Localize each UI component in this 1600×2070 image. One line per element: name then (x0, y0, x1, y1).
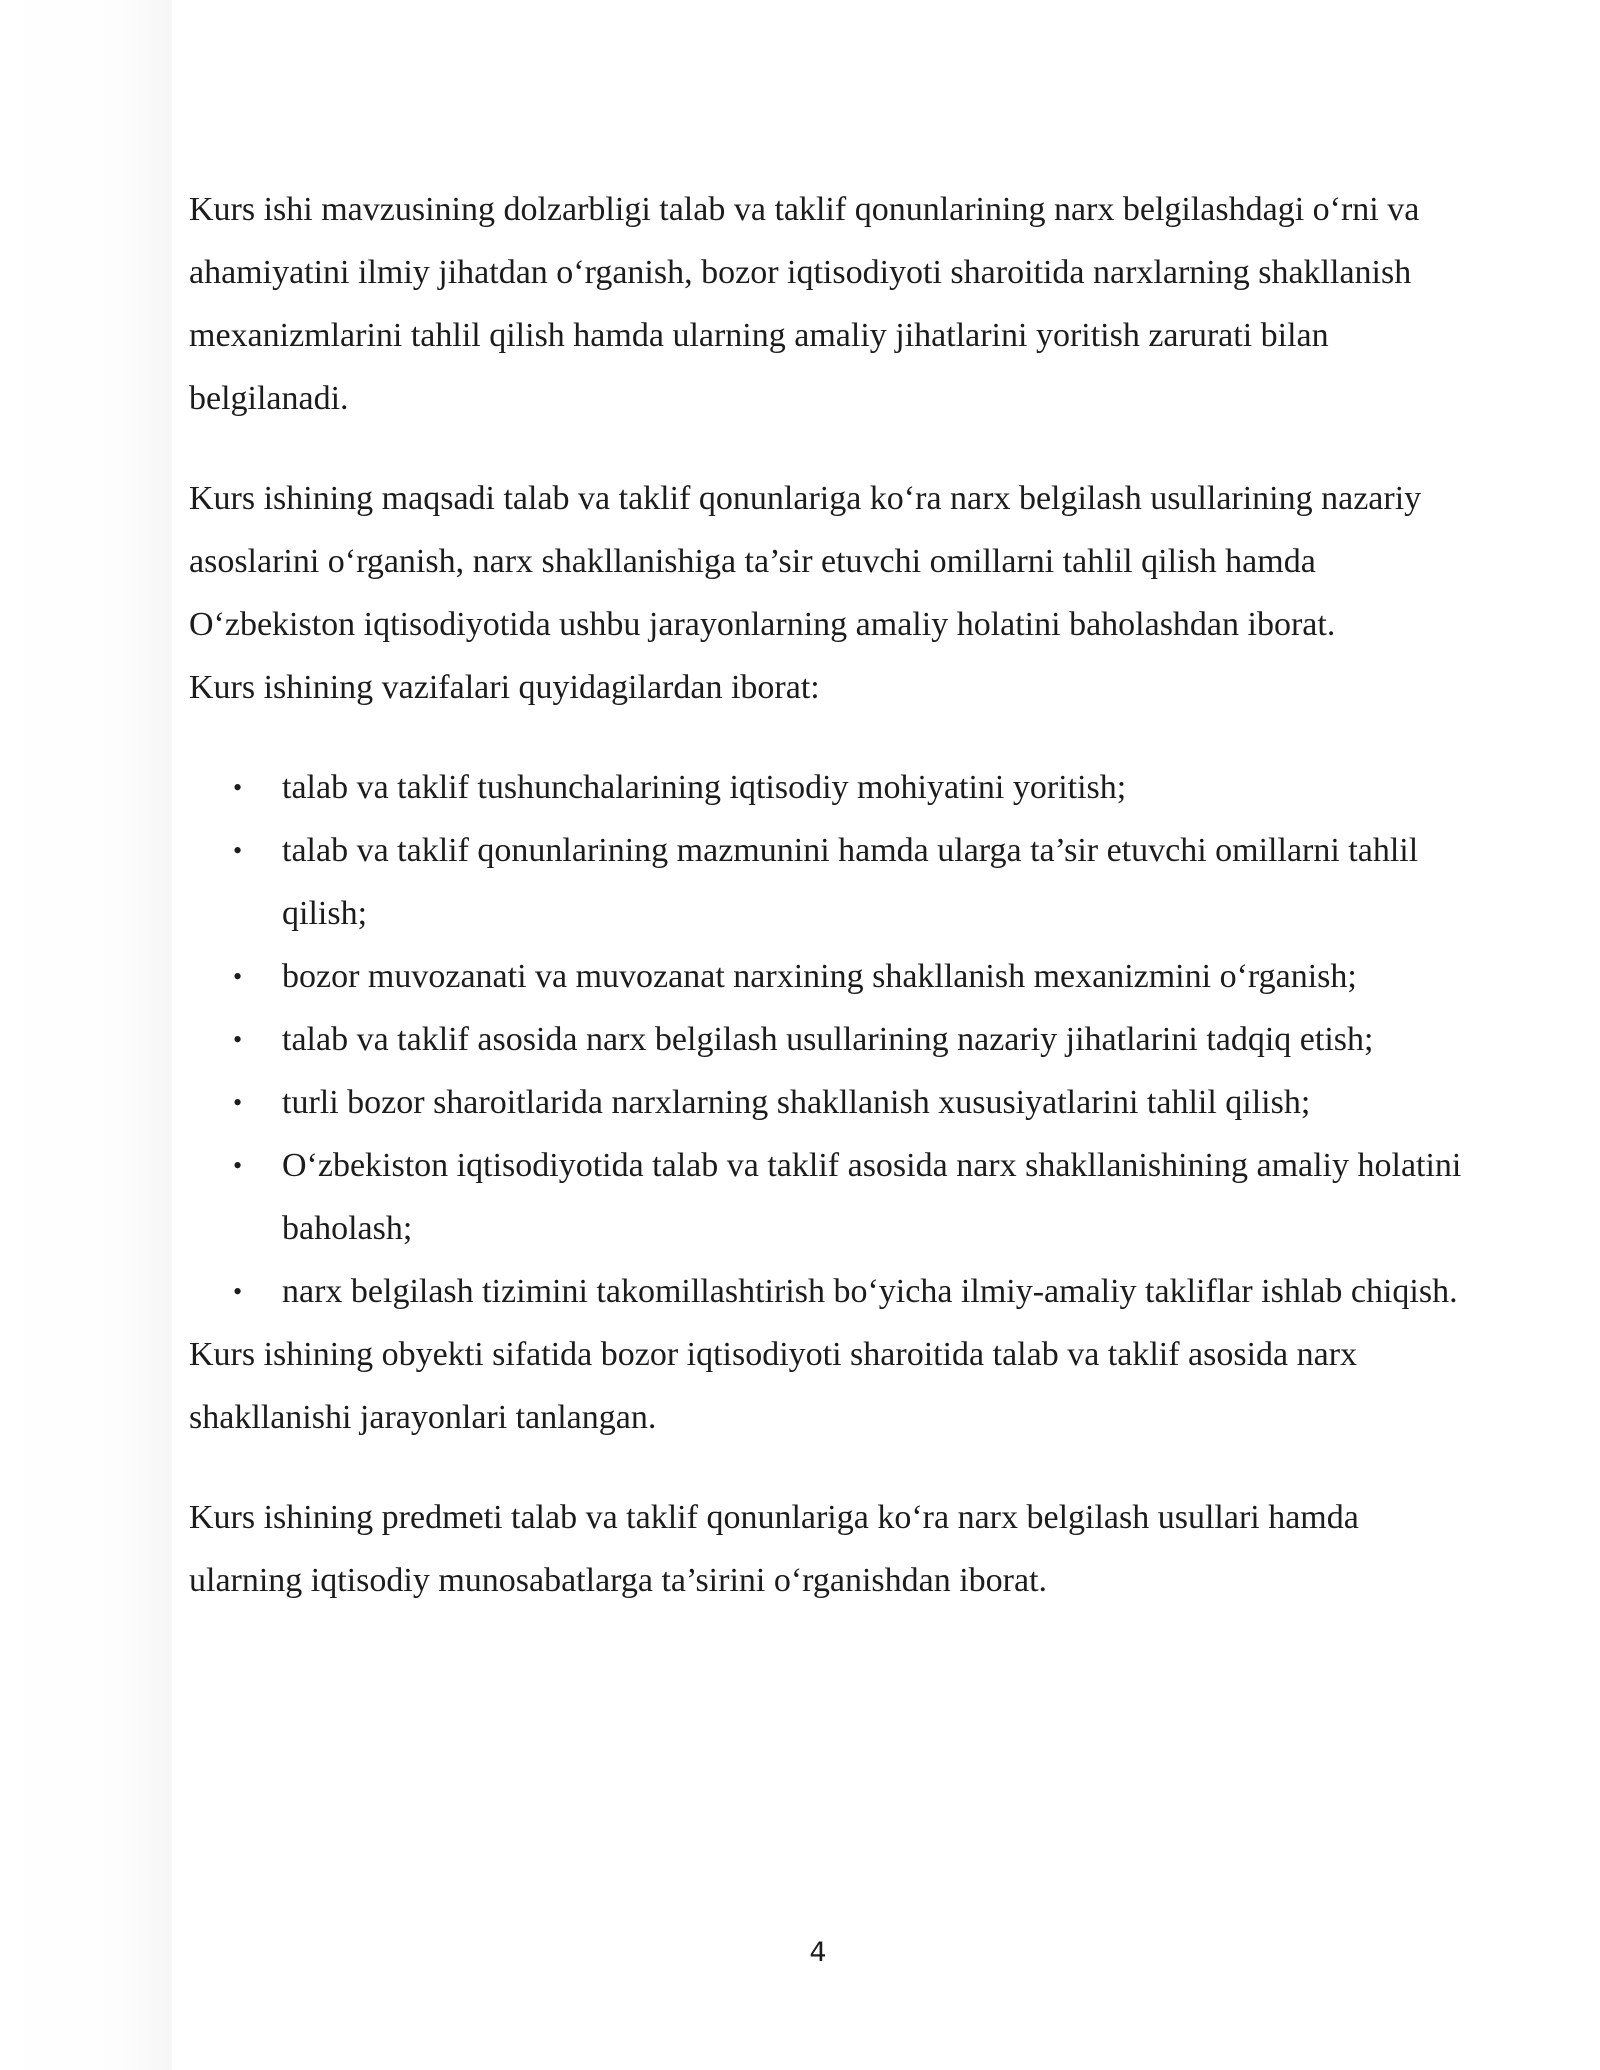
list-item (189, 819, 1479, 945)
list-item (189, 945, 1479, 1008)
task-text: bozor muvozanati va muvozanat narxining shakllanish mexanizmini o‘rganish; (282, 958, 1357, 995)
goal-paragraph: Kurs ishining maqsadi talab va taklif qonunlariga ko‘ra narx belgilash usullarining nazariy asoslarini o‘rganish, narx shakllanishiga ta’sir etuvchi omillarni tahlil qilish hamda O‘zbekiston iqtisodiyotida ushbu jarayonlarning amaliy holatini baholashdan iborat. (189, 480, 1422, 643)
page-number: 4 (809, 1937, 827, 1968)
page-body (189, 178, 1479, 1612)
bullet-icon: • (233, 836, 243, 865)
list-item (189, 1071, 1479, 1134)
list-item (189, 1260, 1479, 1323)
list-item (189, 1134, 1479, 1260)
list-item (189, 1008, 1479, 1071)
relevance-paragraph: Kurs ishi mavzusining dolzarbligi talab va taklif qonunlarining narx belgilashdagi o‘rni va ahamiyatini ilmiy jihatdan o‘rganish, bozor iqtisodiyoti sharoitida narxlarning shakllanish mexanizmlarini tahlil qilish hamda ularning amaliy jihatlarini yoritish zarurati bilan belgilanadi. (189, 191, 1420, 417)
bullet-icon: • (233, 962, 243, 991)
task-text: talab va taklif qonunlarining mazmunini hamda ularga ta’sir etuvchi omillarni tahlil qilish; (282, 832, 1419, 932)
task-text: O‘zbekiston iqtisodiyotida talab va taklif asosida narx shakllanishining amaliy holatini baholash; (282, 1147, 1462, 1247)
task-text: turli bozor sharoitlarida narxlarning shakllanish xususiyatlarini tahlil qilish; (282, 1084, 1311, 1121)
task-text: narx belgilash tizimini takomillashtirish bo‘yicha ilmiy-amaliy takliflar ishlab chiqish. (282, 1273, 1458, 1310)
object-paragraph: Kurs ishining obyekti sifatida bozor iqtisodiyoti sharoitida talab va taklif asosida narx shakllanishi jarayonlari tanlangan. (189, 1336, 1358, 1436)
list-item (189, 756, 1479, 819)
tasks-intro: Kurs ishining vazifalari quyidagilardan iborat: (189, 669, 820, 706)
task-text: talab va taklif asosida narx belgilash usullarining nazariy jihatlarini tadqiq etish; (282, 1021, 1374, 1058)
bullet-icon: • (233, 1277, 243, 1306)
task-text: talab va taklif tushunchalarining iqtisodiy mohiyatini yoritish; (282, 769, 1127, 806)
bullet-icon: • (233, 773, 243, 802)
tasks-list (189, 756, 1479, 1323)
subject-paragraph: Kurs ishining predmeti talab va taklif qonunlariga ko‘ra narx belgilash usullari hamda ularning iqtisodiy munosabatlarga ta’sirini o‘rganishdan iborat. (189, 1499, 1359, 1599)
bullet-icon: • (233, 1151, 243, 1180)
page-edge-shadow (0, 0, 172, 2070)
bullet-icon: • (233, 1088, 243, 1117)
bullet-icon: • (233, 1025, 243, 1054)
